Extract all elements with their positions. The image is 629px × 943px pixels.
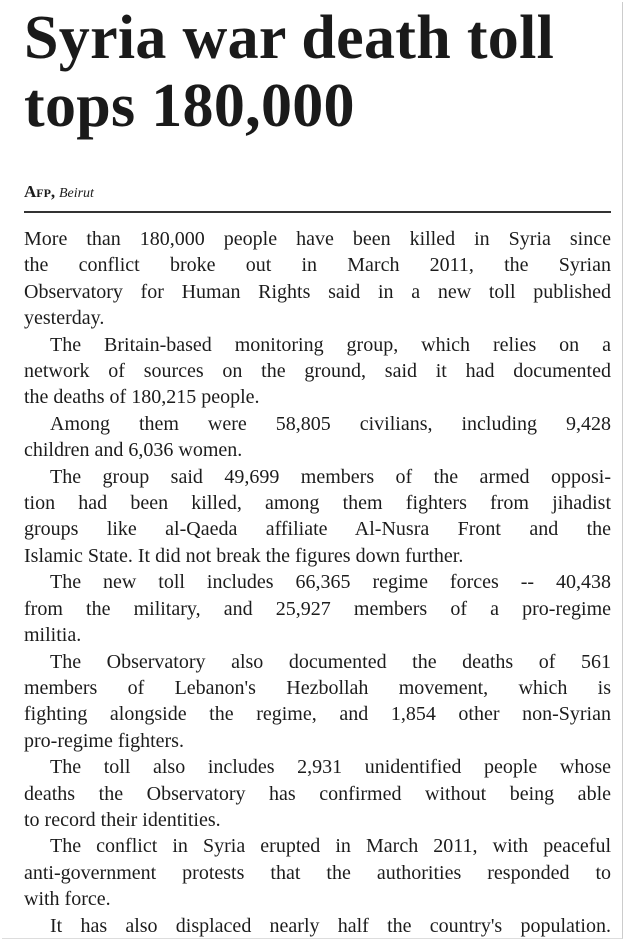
paragraph: [24, 569, 611, 648]
text-line: the deaths of 180,215 people.: [24, 386, 260, 409]
paragraph: [24, 913, 611, 939]
byline-divider: [24, 211, 611, 213]
text-line: The new toll includes 66,365 regime forces -- 40,438: [50, 571, 611, 594]
text-line: to record their identities.: [24, 808, 221, 831]
text-line: fighting alongside the regime, and 1,854 other non-Syrian: [24, 703, 611, 726]
paragraph: [24, 332, 611, 411]
text-line: militia.: [24, 624, 82, 647]
paragraph: [24, 411, 611, 464]
paragraph: [24, 833, 611, 912]
paragraph: [24, 649, 611, 755]
text-line: The conflict in Syria erupted in March 2011, with peaceful: [50, 835, 611, 858]
text-line: yesterday.: [24, 307, 105, 330]
byline-agency: Afp,: [24, 182, 56, 201]
text-line: It has also displaced nearly half the country's population.: [50, 914, 611, 937]
text-line: The group said 49,699 members of the armed opposi-: [50, 465, 611, 488]
text-line: pro-regime fighters.: [24, 729, 184, 752]
paragraph: [24, 226, 611, 332]
text-line: with force.: [24, 888, 111, 911]
text-line: The Observatory also documented the deaths of 561: [50, 650, 611, 673]
paragraph: [24, 464, 611, 570]
text-line: children and 6,036 women.: [24, 439, 243, 462]
paragraph: [24, 754, 611, 833]
text-line: More than 180,000 people have been killed in Syria since: [24, 228, 611, 250]
text-line: anti-government protests that the authorities responded to: [24, 861, 611, 884]
headline-line: Syria war death toll: [24, 4, 555, 72]
headline: [24, 4, 624, 140]
text-line: The toll also includes 2,931 unidentified people whose: [50, 756, 611, 779]
byline: [24, 182, 94, 202]
text-line: from the military, and 25,927 members of a pro-regime: [24, 597, 611, 620]
text-line: members of Lebanon's Hezbollah movement, which is: [24, 676, 611, 699]
text-line: Observatory for Human Rights said in a new toll published: [24, 280, 611, 303]
article-body: [24, 226, 611, 939]
text-line: tion had been killed, among them fighters from jihadist: [24, 492, 611, 515]
text-line: groups like al-Qaeda affiliate Al-Nusra Front and the: [24, 518, 611, 541]
text-line: Islamic State. It did not break the figures down further.: [24, 544, 464, 567]
text-line: deaths the Observatory has confirmed without being able: [24, 782, 611, 805]
byline-place: Beirut: [58, 186, 94, 201]
text-line: the conflict broke out in March 2011, the Syrian: [24, 254, 611, 277]
text-line: The Britain-based monitoring group, which relies on a: [50, 333, 611, 356]
text-line: network of sources on the ground, said it had documented: [24, 360, 611, 383]
headline-line: tops 180,000: [24, 72, 355, 140]
text-line: Among them were 58,805 civilians, including 9,428: [50, 412, 611, 435]
